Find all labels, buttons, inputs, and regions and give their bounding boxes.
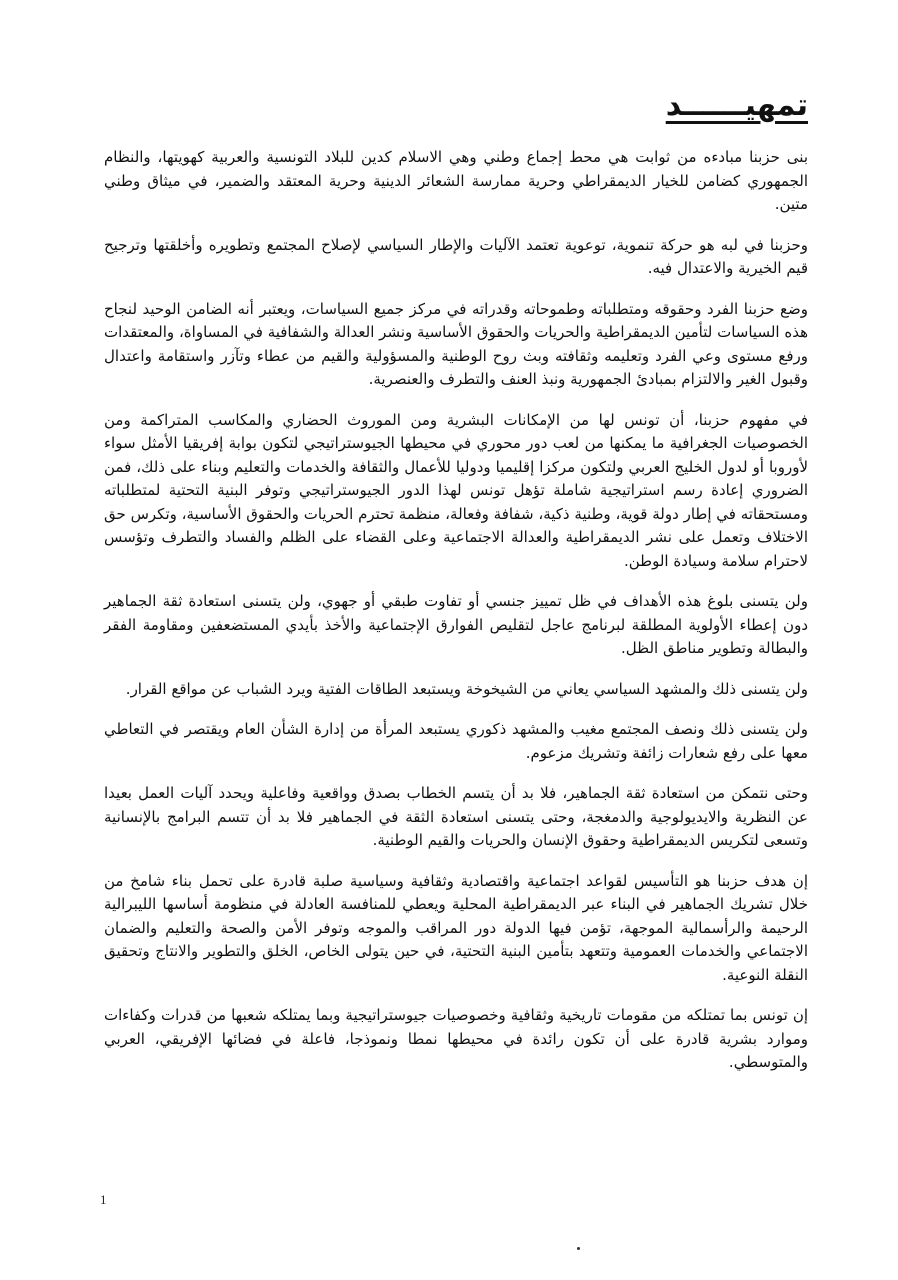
scan-speck [577,1247,580,1250]
paragraph: في مفهوم حزبنا، أن تونس لها من الإمكانات البشرية ومن الموروث الحضاري والمكاسب المتراكمة ومن الخصوصيات الجغرافية ما يمكنها من لعب دور محوري في محيطها الجيوستراتيجي لتكون بوابة إفريقيا الأمثل سواء لأوروبا أو لدول الخليج العربي ولتكون مركزا إقليميا ودوليا للأعمال والثقافة والخدمات والتعليم وبناء على ذلك، فمن الضروري إعادة رسم استراتيجية شاملة تؤهل تونس لهذا الدور الجيوستراتيجي وتوفر البنية التحتية لمتطلباته ومستحقاته في إطار دولة قوية، وطنية ذكية، شفافة وفعالة، منظمة تحترم الحريات والحقوق الأساسية، وتكرس حق الاختلاف وتعمل على نشر الديمقراطية والعدالة الاجتماعية وعلى القضاء على الظلم والفساد والتطرف وتؤسس لاحترام سلامة وسيادة الوطن. [104,410,808,570]
paragraph: إن هدف حزبنا هو التأسيس لقواعد اجتماعية واقتصادية وثقافية وسياسية صلبة قادرة على تحمل بناء شامخ من خلال تشريك الجماهير في البناء عبر الديمقراطية المحلية ويعطي للمنافسة العادلة في منظومة أساسها الليبرالية الرحيمة والرأسمالية الموجهة، تؤمن فيها الدولة دور المراقب والموجه وتوفر الأمن والصحة والتعليم والضمان الاجتماعي والخدمات العمومية وتتعهد بتأمين البنية التحتية، في حين يتولى الخاص، الخلق والتطوير والانتاج وتحقيق النقلة النوعية. [104,871,808,984]
paragraph: وحتى نتمكن من استعادة ثقة الجماهير، فلا بد أن يتسم الخطاب بصدق وواقعية وفاعلية ويحدد آليات العمل بعيدا عن النظرية والايديولوجية والدمغجة، وحتى يتسنى استعادة الثقة في الجماهير فلا بد أن تتسم البرامج بالإنسانية وتسعى لتكريس الديمقراطية وحقوق الإنسان والحريات والقيم الوطنية. [104,784,808,849]
document-body [104,146,808,1092]
paragraph: ولن يتسنى ذلك ونصف المجتمع مغيب والمشهد ذكوري يستبعد المرأة من إدارة الشأن العام ويقتصر في التعاطي معها على رفع شعارات زائفة وتشريك مزعوم. [104,720,808,762]
paragraph: إن تونس بما تمتلكه من مقومات تاريخية وثقافية وخصوصيات جيوستراتيجية وبما يمتلكه شعبها من قدرات وكفاءات وموارد بشرية قادرة على أن تكون رائدة في محيطها نمطا ونموذجا، فاعلة في فضائها الإفريقي، العربي والمتوسطي. [104,1006,808,1071]
paragraph: وحزبنا في لبه هو حركة تنموية، توعوية تعتمد الآليات والإطار السياسي لإصلاح المجتمع وتطويره وأخلقتها وترجيح قيم الخيرية والاعتدال فيه. [104,235,808,277]
paragraph: ولن يتسنى بلوغ هذه الأهداف في ظل تمييز جنسي أو تفاوت طبقي أو جهوي، ولن يتسنى استعادة ثقة الجماهير دون إعطاء الأولوية المطلقة لبرنامج عاجل لتقليص الفوارق الإجتماعية والأخذ بأيدي المستضعفين ومقاومة الفقر والبطالة وتطوير مناطق الظل. [104,592,808,657]
paragraph: ولن يتسنى ذلك والمشهد السياسي يعاني من الشيخوخة ويستبعد الطاقات الفتية ويرد الشباب عن مواقع القرار. [125,679,808,698]
document-title: تمهيــــــد [665,88,808,123]
paragraph: وضع حزبنا الفرد وحقوقه ومتطلباته وطموحاته وقدراته في مركز جميع السياسات، ويعتبر أنه الضامن الوحيد لنجاح هذه السياسات لتأمين الديمقراطية والحريات والحقوق الأساسية ونشر العدالة والشفافية في المساواة، والمعتقدات ورفع مستوى وعي الفرد وتعليمه وثقافته وبث روح الوطنية والمسؤولية والقيم من عطاء وتآزر واستقامة واعتدال وقبول الغير والالتزام بمبادئ الجمهورية ونبذ العنف والتطرف والعنصرية. [104,299,808,388]
paragraph: بنى حزبنا مبادءه من ثوابت هي محط إجماع وطني وهي الاسلام كدين للبلاد التونسية والعربية كهويتها، والنظام الجمهوري كضامن للخيار الديمقراطي وحرية ممارسة الشعائر الدينية وحرية المعتقد والضمير، في ميثاق وطني متين. [104,148,808,213]
page-number: 1 [100,1192,107,1207]
